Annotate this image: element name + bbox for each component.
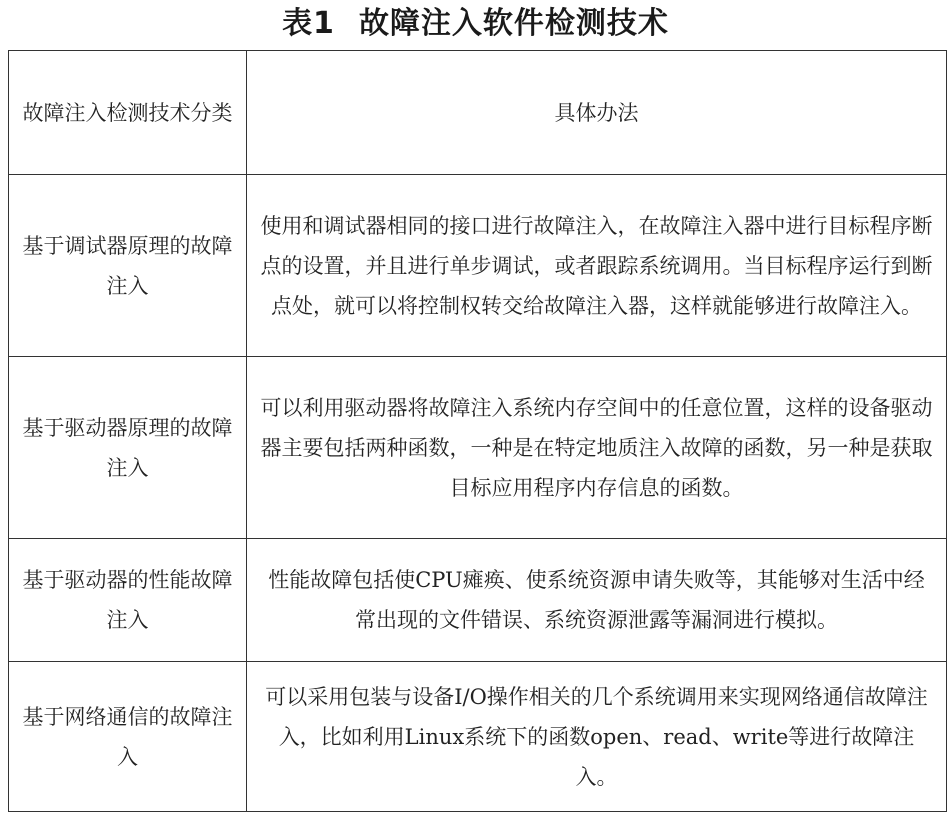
table-row [9,662,947,812]
row-category: 基于调试器原理的故障注入 [9,175,247,357]
row-method: 可以利用驱动器将故障注入系统内存空间中的任意位置，这样的设备驱动器主要包括两种函数，一种是在特定地质注入故障的函数，另一种是获取目标应用程序内存信息的函数。 [247,357,947,539]
row-method: 使用和调试器相同的接口进行故障注入，在故障注入器中进行目标程序断点的设置，并且进行单步调试，或者跟踪系统调用。当目标程序运行到断点处，就可以将控制权转交给故障注入器，这样就能够进行故障注入。 [247,175,947,357]
table-row [9,539,947,662]
row-category: 基于驱动器原理的故障注入 [9,357,247,539]
row-method: 可以采用包装与设备I/O操作相关的几个系统调用来实现网络通信故障注入，比如利用Linux系统下的函数open、read、write等进行故障注入。 [247,662,947,812]
table-row [9,175,947,357]
table-title [0,4,949,44]
row-category: 基于网络通信的故障注入 [9,662,247,812]
row-method: 性能故障包括使CPU瘫痪、使系统资源申请失败等，其能够对生活中经常出现的文件错误、系统资源泄露等漏洞进行模拟。 [247,539,947,662]
table-number: 表1 [282,6,335,41]
table-title-text: 故障注入软件检测技术 [358,6,669,41]
header-method: 具体办法 [247,51,947,175]
fault-injection-table [8,50,947,812]
row-category: 基于驱动器的性能故障注入 [9,539,247,662]
table-header-row [9,51,947,175]
header-category: 故障注入检测技术分类 [9,51,247,175]
table-row [9,357,947,539]
